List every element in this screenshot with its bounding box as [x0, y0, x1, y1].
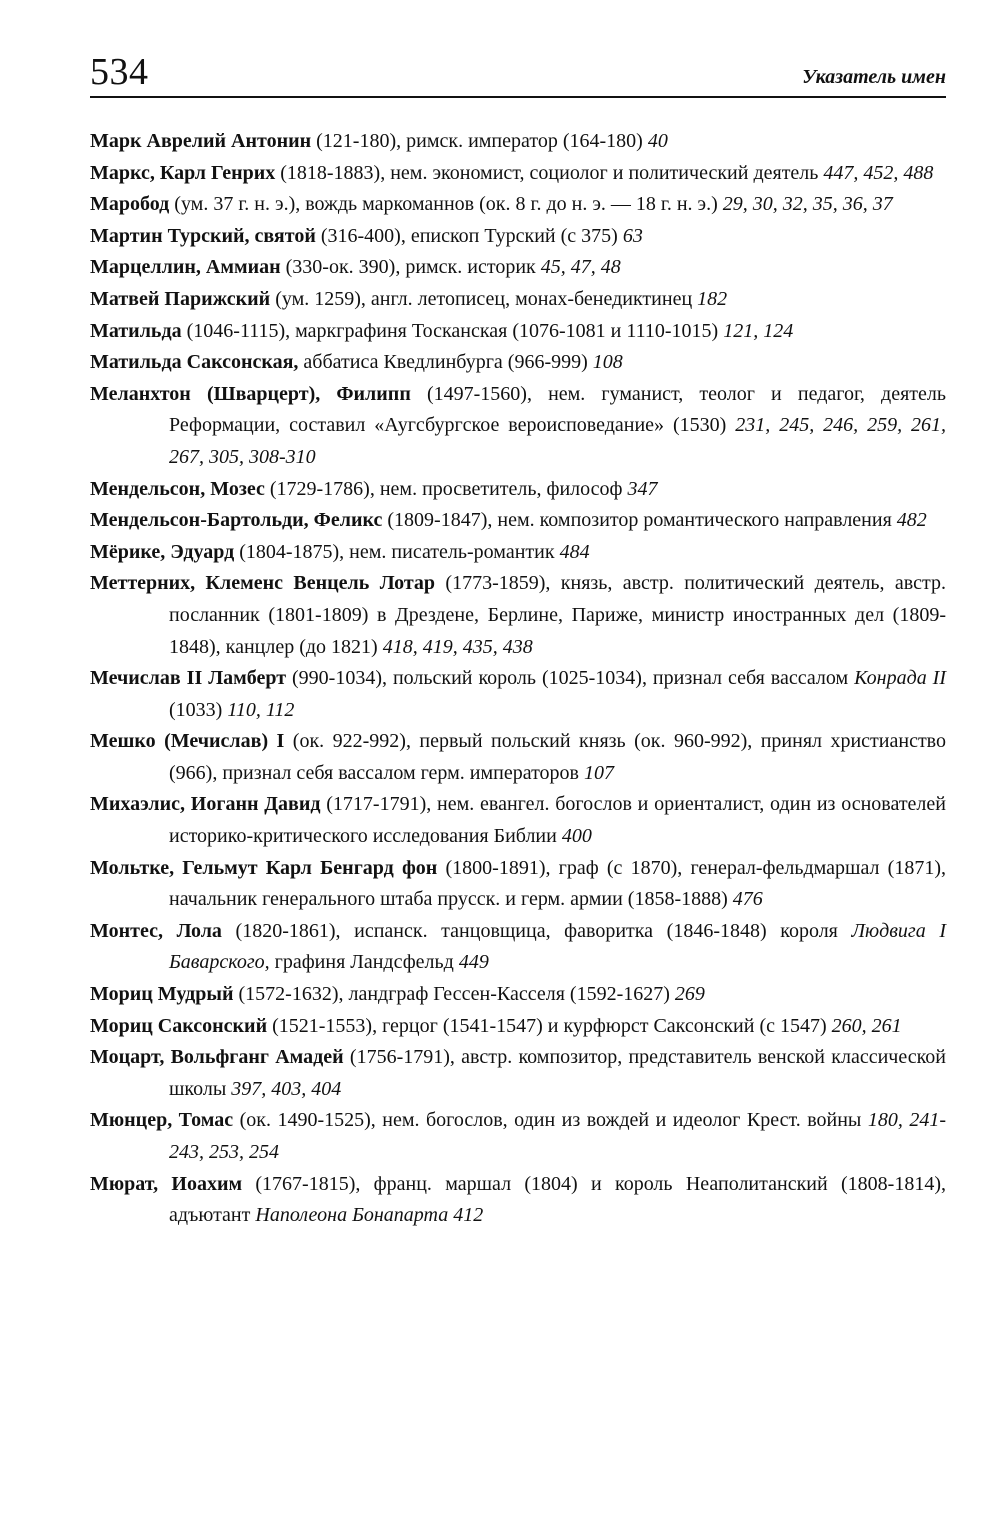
- entry-page-refs: 110, 112: [227, 698, 295, 721]
- entry-description: (1804-1875), нем. писатель-романтик: [234, 540, 560, 563]
- entry-page-refs: 476: [732, 888, 763, 911]
- entry-name: Мёрике, Эдуард: [90, 540, 235, 563]
- entry-page-refs: 63: [622, 224, 643, 247]
- running-head: Указатель имен: [802, 66, 946, 88]
- entry-page-refs: 180, 241-243, 253, 254: [169, 1109, 946, 1163]
- index-entry: [90, 347, 946, 379]
- entry-page-refs: 231, 245, 246, 259, 261, 267, 305, 308-310: [169, 414, 946, 468]
- entry-page-refs: 107: [584, 761, 614, 784]
- index-entry: [90, 158, 946, 190]
- index-entry: [90, 379, 946, 474]
- entry-description: (330-ок. 390), римск. историк: [280, 256, 541, 279]
- index-entry: [90, 221, 946, 253]
- entry-description: (1756-1791), австр. композитор, представитель венской классической школы: [169, 1046, 946, 1100]
- entry-description: (1717-1791), нем. евангел. богослов и ориенталист, один из основателей историко-критического исследования Библии: [169, 793, 946, 848]
- entry-name: Мориц Мудрый: [90, 983, 234, 1006]
- entry-description: (ум. 37 г. н. э.), вождь маркоманнов (ок. 8 г. до н. э. — 18 г. н. э.): [169, 193, 723, 216]
- index-entry: [90, 252, 946, 284]
- entry-description: (1521-1553), герцог (1541-1547) и курфюрст Саксонский (с 1547): [267, 1014, 832, 1037]
- entry-description: (316-400), епископ Турский (с 375): [315, 224, 623, 247]
- index-entry: [90, 189, 946, 221]
- entry-description: (1820-1861), испанск. танцовщица, фаворитка (1846-1848) короля: [221, 919, 852, 942]
- name-index-list: [90, 126, 946, 1232]
- entry-page-refs: 269: [674, 983, 705, 1006]
- page-header: [90, 52, 946, 98]
- entry-description: аббатиса Кведлинбурга (966-999): [298, 351, 593, 374]
- entry-page-refs: 418, 419, 435, 438: [382, 635, 533, 658]
- entry-name: Матильда Саксонская,: [90, 351, 299, 374]
- entry-page-refs: 45, 47, 48: [540, 256, 621, 279]
- index-entry: [90, 726, 946, 789]
- entry-page-refs: 260, 261: [831, 1014, 902, 1037]
- index-entry: [90, 1042, 946, 1105]
- entry-description-continued: графиня Ландсфельд: [269, 951, 459, 974]
- index-entry: [90, 284, 946, 316]
- entry-description: (ум. 1259), англ. летописец, монах-бенедиктинец: [270, 287, 698, 310]
- entry-name: Мешко (Мечислав) I: [90, 730, 285, 753]
- entry-description: (1729-1786), нем. просветитель, философ: [264, 477, 628, 500]
- index-entry: [90, 1169, 946, 1232]
- entry-name: Мюнцер, Томас: [90, 1109, 234, 1132]
- entry-description: (1818-1883), нем. экономист, социолог и политический деятель: [275, 161, 824, 184]
- entry-name: Мендельсон-Бартольди, Феликс: [90, 509, 383, 532]
- entry-name: Марцеллин, Аммиан: [90, 256, 281, 279]
- entry-description: (ок. 922-992), первый польский князь (ок. 960-992), принял христианство (966), признал себя вассалом герм. императоров: [169, 730, 946, 784]
- index-entry: [90, 537, 946, 569]
- entry-page-refs: 449: [458, 951, 489, 974]
- index-entry: [90, 126, 946, 158]
- entry-page-refs: 108: [592, 351, 623, 374]
- index-entry: [90, 663, 946, 726]
- index-entry: [90, 789, 946, 852]
- entry-name: Мендельсон, Мозес: [90, 477, 265, 500]
- entry-name: Мартин Турский, святой: [90, 224, 316, 247]
- entry-page-refs: 447, 452, 488: [823, 161, 934, 184]
- entry-description: (1572-1632), ландграф Гессен-Касселя (1592-1627): [233, 983, 675, 1006]
- entry-name: Мечислав II Ламберт: [90, 667, 287, 690]
- index-entry: [90, 316, 946, 348]
- entry-description: (1800-1891), граф (с 1870), генерал-фельдмаршал (1871), начальник генерального штаба прусск. и герм. армии (1858-1888): [169, 856, 946, 911]
- entry-name: Маробод: [90, 193, 170, 216]
- entry-name: Моцарт, Вольфганг Амадей: [90, 1046, 344, 1069]
- entry-description: (1046-1115), маркграфиня Тосканская (1076-1081 и 1110-1015): [181, 319, 724, 342]
- entry-name: Мольтке, Гельмут Карл Бенгард фон: [90, 856, 438, 879]
- entry-description: (1497-1560), нем. гуманист, теолог и педагог, деятель Реформации, составил «Аугсбургское вероисповедание» (1530): [169, 382, 946, 437]
- entry-name: Мориц Саксонский: [90, 1014, 268, 1037]
- index-entry: [90, 853, 946, 916]
- entry-page-refs: 482: [896, 509, 927, 532]
- index-entry: [90, 474, 946, 506]
- entry-name: Матвей Парижский: [90, 287, 271, 310]
- entry-name: Матильда: [90, 319, 182, 342]
- entry-page-refs: 397, 403, 404: [231, 1077, 342, 1100]
- entry-name: Михаэлис, Иоганн Давид: [90, 793, 321, 816]
- index-entry: [90, 916, 946, 979]
- entry-description-continued: (1033): [169, 698, 228, 721]
- index-entry: [90, 1011, 946, 1043]
- entry-description: (121-180), римск. император (164-180): [311, 130, 648, 152]
- page-number: 534: [90, 51, 149, 93]
- entry-name: Марк Аврелий Антонин: [90, 130, 312, 152]
- entry-page-refs: 29, 30, 32, 35, 36, 37: [722, 193, 893, 216]
- entry-description: (1773-1859), князь, австр. политический деятель, австр. посланник (1801-1809) в Дрездене, Берлине, Париже, министр иностранных дел (1809-1848), канцлер (до 1821): [169, 572, 946, 658]
- entry-page-refs: 121, 124: [723, 319, 794, 342]
- entry-description: (990-1034), польский король (1025-1034), признал себя вассалом: [286, 667, 855, 690]
- entry-page-refs: 400: [561, 825, 592, 848]
- entry-name: Меттерних, Клеменс Венцель Лотар: [90, 572, 436, 595]
- entry-page-refs: 347: [627, 477, 658, 500]
- entry-description: (1767-1815), франц. маршал (1804) и король Неаполитанский (1808-1814), адъютант: [169, 1172, 946, 1227]
- entry-cross-reference: Конрада II: [854, 667, 946, 690]
- entry-cross-reference: Наполеона Бонапарта: [255, 1204, 449, 1227]
- entry-page-refs: 182: [697, 287, 728, 310]
- index-entry: [90, 1105, 946, 1168]
- index-entry: [90, 568, 946, 663]
- entry-name: Мюрат, Иоахим: [90, 1172, 243, 1195]
- entry-name: Меланхтон (Шварцерт), Филипп: [90, 382, 411, 405]
- entry-description: (ок. 1490-1525), нем. богослов, один из вождей и идеолог Крест. войны: [233, 1109, 868, 1132]
- entry-page-refs: 484: [559, 540, 590, 563]
- entry-page-refs: 40: [647, 130, 668, 152]
- entry-cross-reference: Людвига I Баварского,: [169, 919, 946, 974]
- entry-name: Маркс, Карл Генрих: [90, 161, 276, 184]
- index-entry: [90, 979, 946, 1011]
- index-entry: [90, 505, 946, 537]
- entry-name: Монтес, Лола: [90, 919, 222, 942]
- entry-page-refs: 412: [453, 1204, 484, 1227]
- entry-description: (1809-1847), нем. композитор романтического направления: [382, 509, 897, 532]
